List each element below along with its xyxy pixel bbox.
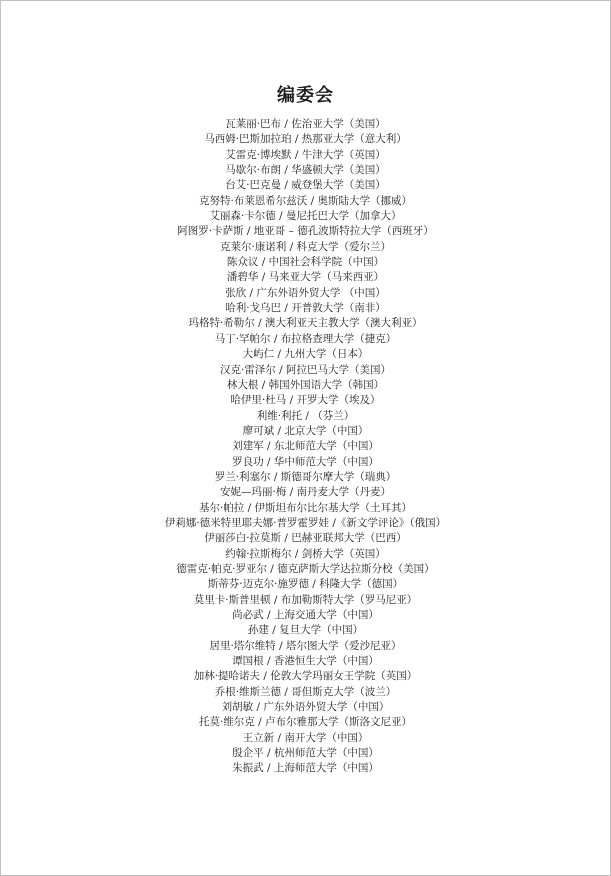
board-member-entry: 罗良功 / 华中师范大学（中国） [232, 455, 379, 468]
board-member-entry: 殷企平 / 杭州师范大学（中国） [232, 747, 379, 760]
board-member-entry: 廖可斌 / 北京大学（中国） [242, 424, 369, 437]
board-member-entry: 阿图罗·卡萨斯 / 地亚哥 – 德孔波斯特拉大学（西班牙） [177, 225, 434, 238]
board-member-entry: 张欣 / 广东外语外贸大学 （中国） [225, 286, 386, 299]
board-member-entry: 伊丽莎白·拉莫斯 / 巴赫亚联邦大学（巴西） [204, 532, 407, 545]
board-member-entry: 潘碧华 / 马来亚大学（马来西亚） [226, 271, 385, 284]
board-member-entry: 哈利·戈乌巴 / 开普敦大学（南非） [225, 302, 386, 315]
editorial-board-list [1, 117, 610, 777]
board-member-entry: 汉克·雷泽尔 / 阿拉巴马大学（美国） [219, 363, 392, 376]
board-member-entry: 大屿仁 / 九州大学（日本） [242, 348, 369, 361]
board-member-entry: 刘胡敏 / 广东外语外贸大学（中国） [221, 701, 390, 714]
board-member-entry: 刘建军 / 东北师范大学（中国） [232, 440, 379, 453]
board-member-entry: 艾丽森·卡尔德 / 曼尼托巴大学（加拿大） [209, 210, 402, 223]
board-member-entry: 瓦莱丽·巴布 / 佐治亚大学（美国） [225, 118, 386, 130]
board-member-entry: 谭国根 / 香港恒生大学（中国） [232, 655, 379, 668]
board-member-entry: 乔根·维斯兰德 / 哥但斯克大学（波兰） [214, 685, 397, 698]
board-member-entry: 台艾·巴克曼 / 威登堡大学（美国） [225, 179, 386, 192]
board-member-entry: 约翰·拉斯梅尔 / 剑桥大学（英国） [225, 547, 386, 560]
board-member-entry: 孙建 / 复旦大学（中国） [247, 624, 364, 637]
board-member-entry: 斯蒂芬·迈克尔·施罗德 / 科隆大学（德国） [207, 578, 404, 591]
board-member-entry: 马丁·罕帕尔 / 布拉格查理大学（捷克） [214, 332, 397, 345]
board-member-entry: 玛格特·希勒尔 / 澳大利亚天主教大学（澳大利亚） [188, 317, 423, 330]
page-title: 编委会 [277, 85, 334, 106]
board-member-entry: 克努特·布莱恩希尔兹沃 / 奥斯陆大学（挪威） [198, 194, 413, 207]
board-member-entry: 陈众议 / 中国社会科学院（中国） [226, 256, 385, 269]
board-member-entry: 罗兰·利塞尔 / 斯德哥尔摩大学（瑞典） [214, 470, 397, 483]
board-member-entry: 朱振武 / 上海师范大学（中国） [232, 762, 379, 775]
board-member-entry: 加林·提哈诺夫 / 伦敦大学玛丽女王学院（英国） [193, 670, 418, 683]
board-member-entry: 马歇尔·布朗 / 华盛顿大学（美国） [225, 164, 386, 177]
board-member-entry: 利维·利托 / （芬兰） [256, 409, 355, 422]
board-member-entry: 德雷克·帕克·罗亚尔 / 德克萨斯大学达拉斯分校（美国） [176, 562, 435, 575]
board-member-entry: 安妮—玛丽·梅 / 南丹麦大学（丹麦） [219, 486, 392, 499]
board-member-entry: 克莱尔·康诺利 / 科克大学（爱尔兰） [219, 240, 392, 253]
board-member-entry: 马西姆·巴斯加拉珀 / 热那亚大学（意大利） [204, 133, 407, 146]
board-member-entry: 莫里卡·斯普里顿 / 布加勒斯特大学（罗马尼亚） [193, 593, 418, 606]
board-member-entry: 艾雷克·博埃默 / 牛津大学（英国） [225, 148, 386, 161]
board-member-entry: 托莫·维尔克 / 卢布尔雅那大学（斯洛文尼亚） [198, 716, 413, 729]
board-member-entry: 伊莉娜·德米特里耶夫娜·普罗霍罗娃 /《新文学评论》（俄国） [164, 516, 447, 529]
board-member-entry: 尚必武 / 上海交通大学（中国） [232, 609, 379, 621]
board-member-entry: 基尔·帕拉 / 伊斯坦布尔比尔基大学（土耳其） [198, 501, 413, 514]
board-member-entry: 哈伊里·杜马 / 开罗大学（埃及） [230, 394, 381, 407]
board-member-entry: 居里·塔尔维特 / 塔尔图大学（爱沙尼亚） [209, 639, 402, 652]
board-member-entry: 王立新 / 南开大学（中国） [242, 731, 369, 744]
board-member-entry: 林大根 / 韩国外国语大学（韩国） [226, 378, 385, 391]
